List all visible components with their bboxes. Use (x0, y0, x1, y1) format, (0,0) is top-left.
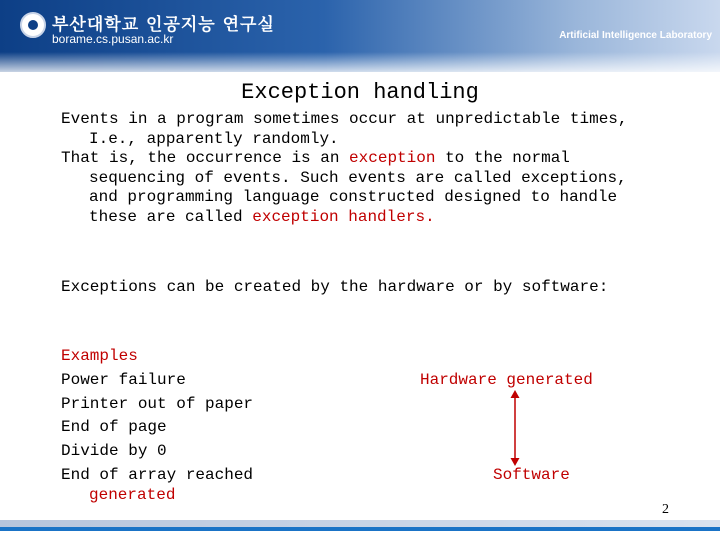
example-item: Divide by 0 (61, 442, 167, 461)
example-item: End of page (61, 418, 167, 437)
paragraph-3: Exceptions can be created by the hardware or by software: (61, 278, 609, 296)
paragraph-3-container (61, 278, 661, 298)
brand-url: borame.cs.pusan.ac.kr (52, 32, 174, 46)
footer-bar (0, 520, 720, 527)
double-arrow-icon (508, 390, 522, 466)
example-item: Printer out of paper (61, 394, 254, 413)
paragraph-2-exception: exception (349, 149, 436, 167)
examples-list (61, 345, 381, 508)
paragraph-2-part-a: That is, the occurrence is an (61, 149, 350, 167)
slide-title: Exception handling (241, 80, 479, 105)
brand-name: 부산대학교 인공지능 연구실 (52, 15, 275, 35)
intro-paragraphs (61, 110, 661, 227)
header-fade (0, 52, 720, 74)
example-item: Power failure (61, 370, 186, 389)
footer-accent-bar (0, 527, 720, 531)
paragraph-1: Events in a program sometimes occur at unpredictable times, I.e., apparently randomly. (61, 110, 628, 148)
software-label: Software (493, 466, 570, 484)
university-logo-icon (20, 12, 46, 38)
examples-heading: Examples (61, 347, 138, 365)
lab-name: Artificial Intelligence Laboratory (559, 30, 712, 41)
example-item-last-continued: generated (89, 485, 176, 504)
paragraph-2-part-c: to the normal sequencing of events. Such events are called exceptions, and programming language constructed designed to handle these are called (89, 149, 627, 226)
example-item-last: End of array reached (61, 465, 254, 484)
hardware-generated-label: Hardware generated (420, 371, 593, 389)
paragraph-2 (61, 149, 661, 227)
paragraph-2-handlers: exception handlers. (252, 207, 435, 226)
page-number: 2 (662, 502, 669, 517)
